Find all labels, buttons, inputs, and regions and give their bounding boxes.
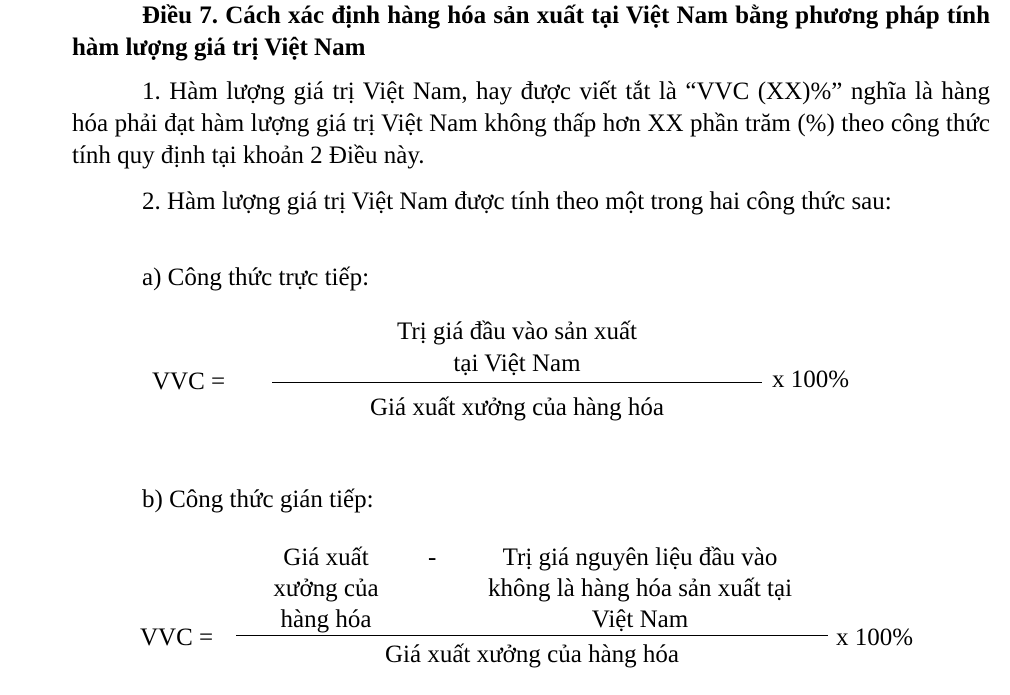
- clause-2-text: 2. Hàm lượng giá trị Việt Nam được tính theo một trong hai công thức sau:: [142, 188, 892, 215]
- formula-b-label: b) Công thức gián tiếp:: [142, 486, 374, 513]
- formula-b-term2-line2: không là hàng hóa sản xuất tại: [487, 575, 793, 602]
- formula-b-fraction-bar: [236, 635, 828, 636]
- formula-a-fraction-bar: [272, 382, 762, 383]
- article-heading: Điều 7. Cách xác định hàng hóa sản xuất tại Việt Nam bằng phương pháp tính hàm lượng giá trị Việt Nam: [72, 2, 990, 61]
- formula-a-lhs: VVC =: [152, 368, 226, 395]
- formula-a-numerator: [272, 316, 762, 380]
- formula-a-numerator-line1: Trị giá đầu vào sản xuất: [396, 318, 637, 345]
- formula-b-multiplier: x 100%: [836, 624, 914, 651]
- formula-b-term1-line2: xưởng của: [273, 575, 379, 602]
- formula-b-term2-line1: Trị giá nguyên liệu đầu vào: [502, 544, 778, 571]
- formula-a-multiplier: x 100%: [772, 366, 850, 393]
- formula-a-numerator-line2: tại Việt Nam: [453, 350, 581, 377]
- formula-b-term2-line3: Việt Nam: [591, 606, 689, 633]
- formula-a-label: a) Công thức trực tiếp:: [142, 264, 370, 291]
- formula-b-lhs: VVC =: [140, 624, 214, 651]
- formula-b-minus-operator: -: [428, 544, 437, 571]
- formula-b-term1: [248, 542, 404, 635]
- clause-1-text: 1. Hàm lượng giá trị Việt Nam, hay được viết tắt là “VVC (XX)%” nghĩa là hàng hóa phải đạt hàm lượng giá trị Việt Nam không thấp hơn XX phần trăm (%) theo công thức tính quy định tại khoản 2 Điều này.: [72, 78, 990, 169]
- formula-b-term1-line1: Giá xuất: [283, 544, 369, 571]
- formula-b-denominator: Giá xuất xưởng của hàng hóa: [384, 641, 680, 668]
- formula-a-denominator: Giá xuất xưởng của hàng hóa: [369, 394, 665, 421]
- formula-b-term1-line3: hàng hóa: [280, 606, 372, 633]
- formula-b-term2: [470, 542, 810, 635]
